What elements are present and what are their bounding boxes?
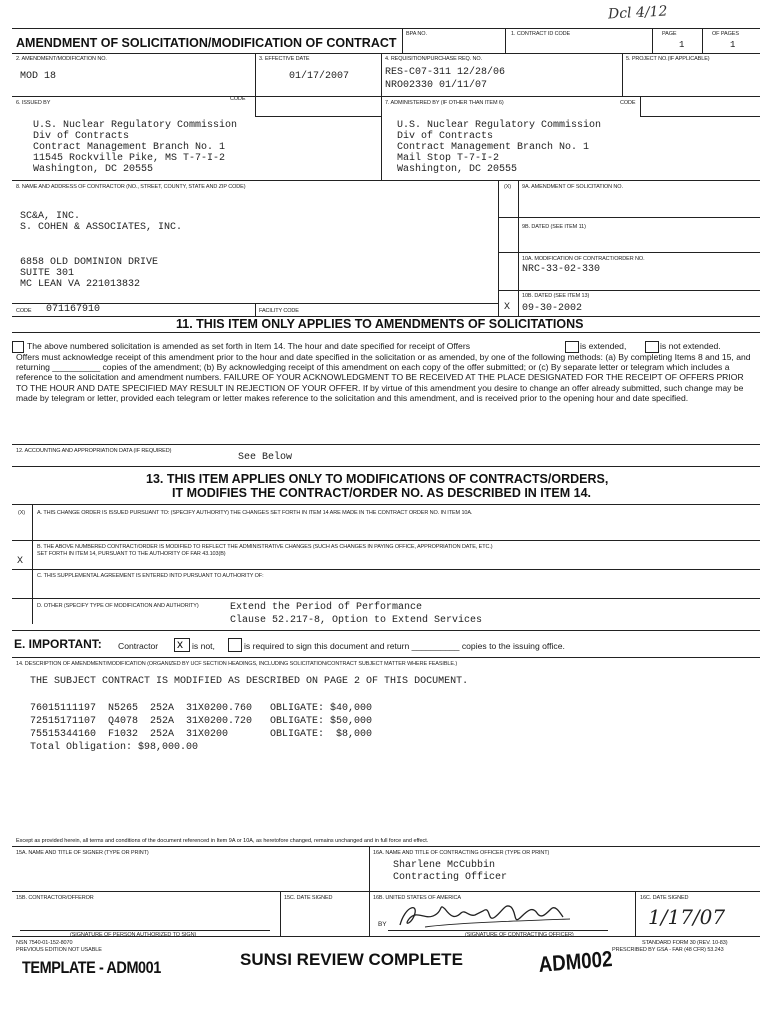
section-11-body: Offers must acknowledge receipt of this amendment prior to the hour and date specified in the solicitation or as amended, by one of the following methods: (a) By completing Items 8 and 15, and returning __________ copies of the amendment; (b) By acknowledging receipt of this amendment on each copy of the offer submitted; or (c) By separate letter or telegram which includes a reference to the solicitation and amendment numbers. FAILURE OF YOUR ACKNOWLEDGMENT TO BE RECEIVED AT THE PLACE DESIGNATED FOR THE RECEIPT OF OFFERS PRIOR TO THE HOUR AND DATE SPECIFIED MAY RESULT IN REJECTION OF YOUR OFFER. If by virtue of this amendment you desire to change an offer already submitted, such change may be made by telegram or letter, provided each telegram or letter makes reference to the solicitation and this amendment, and is received prior to the opening hour and date specified. (16, 352, 751, 403)
officer-name: Sharlene McCubbin (393, 860, 496, 871)
item-10a-value: NRC-33-02-330 (522, 264, 601, 275)
project-no-label: 5. PROJECT NO.(IF APPLICABLE) (626, 56, 710, 62)
item-12-label: 12. ACCOUNTING AND APPROPRIATION DATA (IF REQUIRED) (16, 448, 172, 454)
officer-date-label: 16C. DATE SIGNED (640, 895, 689, 901)
section-13-title-1: 13. THIS ITEM APPLIES ONLY TO MODIFICATIONS OF CONTRACTS/ORDERS, (146, 472, 609, 486)
item-12-value: See Below (238, 452, 293, 463)
officer-title: Contracting Officer (393, 872, 508, 883)
adm002-stamp: ADM002 (538, 945, 614, 977)
section-11-title: 11. THIS ITEM ONLY APPLIES TO AMENDMENTS OF SOLICITATIONS (176, 317, 584, 331)
issued-by-line-5: Washington, DC 20555 (33, 164, 154, 175)
section-13-b-text-1: B. THE ABOVE NUMBERED CONTRACT/ORDER IS MODIFIED TO REFLECT THE ADMINISTRATIVE CHANGES (SUCH AS CHANGES IN PAYING OFFICE, APPROPRIATION DATE, ETC.) (37, 544, 493, 550)
contractor-date-label: 15C. DATE SIGNED (284, 895, 333, 901)
contractor-offeror-label: 15B. CONTRACTOR/OFFEROR (16, 895, 94, 901)
section-13-title-2: IT MODIFIES THE CONTRACT/ORDER NO. AS DESCRIBED IN ITEM 14. (172, 486, 592, 500)
signer-label: 15A. NAME AND TITLE OF SIGNER (TYPE OR PRINT) (16, 850, 149, 856)
issued-by-label: 6. ISSUED BY (16, 100, 51, 106)
page-value: 1 (679, 40, 685, 50)
amendment-no-value: MOD 18 (20, 71, 57, 82)
administered-by-line-2: Div of Contracts (397, 131, 494, 142)
item-10b-mark: X (504, 302, 511, 313)
administered-by-line-3: Contract Management Branch No. 1 (397, 142, 590, 153)
item-14-line-2: 72515171107 Q4078 252A 31X0200.720 OBLIGATE: $50,000 (30, 716, 373, 727)
item-10b-value: 09-30-2002 (522, 303, 583, 314)
section-13-c-text: C. THIS SUPPLEMENTAL AGREEMENT IS ENTERED INTO PURSUANT TO AUTHORITY OF: (37, 573, 264, 579)
requisition-value-1: RES-C07-311 12/28/06 (385, 67, 506, 78)
is-not-extended-label: is not extended. (660, 341, 721, 351)
contractor-line-1: SC&A, INC. (20, 211, 81, 222)
contractor-line-5: MC LEAN VA 221013832 (20, 279, 141, 290)
by-label: BY (378, 921, 387, 928)
section-13-d-text: D. OTHER (SPECIFY TYPE OF MODIFICATION AND AUTHORITY) (37, 603, 199, 609)
contractor-label: 8. NAME AND ADDRESS OF CONTRACTOR (NO., STREET, COUNTY, STATE AND ZIP CODE) (16, 184, 246, 190)
handwritten-note: Dcl 4/12 (607, 3, 668, 23)
item-14-label: 14. DESCRIPTION OF AMENDMENT/MODIFICATION (ORGANIZED BY UCF SECTION HEADINGS, INCLUDING SOLICITATION/CONTRACT SUBJECT MATTER WHERE FEASIBLE.) (16, 661, 458, 667)
issued-by-line-1: U.S. Nuclear Regulatory Commission (33, 120, 238, 131)
issued-by-line-3: Contract Management Branch No. 1 (33, 142, 226, 153)
important-label: E. IMPORTANT: (14, 637, 102, 651)
section-11-line1: The above numbered solicitation is amended as set forth in Item 14. The hour and date specified for receipt of Offers (27, 341, 470, 351)
effective-date-value: 01/17/2007 (289, 71, 350, 82)
of-pages-value: 1 (730, 40, 736, 50)
administered-by-line-4: Mail Stop T-7-I-2 (397, 153, 500, 164)
administered-by-label: 7. ADMINISTERED BY (IF OTHER THAN ITEM 6) (385, 100, 504, 106)
item-9a-label: 9A. AMENDMENT OF SOLICITATION NO. (522, 184, 623, 190)
facility-code-label: FACILITY CODE (259, 308, 299, 314)
is-extended-label: is extended, (580, 341, 627, 351)
administered-by-line-1: U.S. Nuclear Regulatory Commission (397, 120, 602, 131)
item-14-lead: THE SUBJECT CONTRACT IS MODIFIED AS DESCRIBED ON PAGE 2 OF THIS DOCUMENT. (30, 676, 469, 687)
template-stamp: TEMPLATE - ADM001 (22, 958, 161, 977)
administered-code-label: CODE (620, 100, 636, 106)
issued-by-line-4: 11545 Rockville Pike, MS T-7-I-2 (33, 153, 226, 164)
item-14-line-3: 75515344160 F1032 252A 31X0200 OBLIGATE: $8,000 (30, 729, 373, 740)
except-text: Except as provided herein, all terms and conditions of the document referenced in Item 9A or 10A, as heretofore changed, remains unchanged and in full force and effect. (16, 838, 429, 844)
section-13-d-value-1: Extend the Period of Performance (230, 602, 423, 613)
bpa-label: BPA NO. (406, 31, 427, 37)
x-column-label: (X) (504, 184, 512, 190)
section-13-x-label: (X) (18, 510, 26, 516)
contractor-code-label: CODE (16, 308, 32, 314)
previous-edition-text: PREVIOUS EDITION NOT USABLE (16, 947, 102, 953)
requisition-label: 4. REQUISITION/PURCHASE REQ. NO. (385, 56, 483, 62)
prescribed-text: PRESCRIBED BY GSA - FAR (48 CFR) 53.243 (612, 947, 724, 953)
officer-signature-sub: (SIGNATURE OF CONTRACTING OFFICER) (465, 932, 574, 938)
issued-code-label: CODE (230, 96, 246, 102)
administered-by-line-5: Washington, DC 20555 (397, 164, 518, 175)
section-13-b-text-2: SET FORTH IN ITEM 14, PURSUANT TO THE AUTHORITY OF FAR 43.103(B) (37, 551, 226, 557)
standard-form-text: STANDARD FORM 30 (REV. 10-83) (642, 940, 728, 946)
requisition-value-2: NRO02330 01/11/07 (385, 80, 488, 91)
contractor-code-value: 071167910 (46, 304, 101, 315)
contractor-line-3: 6858 OLD DOMINION DRIVE (20, 257, 159, 268)
contracting-officer-label: 16A. NAME AND TITLE OF CONTRACTING OFFICER (TYPE OR PRINT) (373, 850, 550, 856)
important-is-not: is not, (192, 641, 215, 651)
contractor-line-2: S. COHEN & ASSOCIATES, INC. (20, 222, 183, 233)
page-label: PAGE (662, 31, 677, 37)
contract-id-label: 1. CONTRACT ID CODE (511, 31, 571, 37)
important-contractor: Contractor (118, 641, 159, 651)
usa-label: 16B. UNITED STATES OF AMERICA (373, 895, 461, 901)
section-13-a-text: A. THIS CHANGE ORDER IS ISSUED PURSUANT TO: (SPECIFY AUTHORITY) THE CHANGES SET FORTH IN ITEM 14 ARE MADE IN THE CONTRACT ORDER NO. IN ITEM 10A. (37, 510, 473, 516)
section-13-b-mark: X (17, 556, 24, 567)
important-required-text: is required to sign this document and return __________ copies to the issuing office. (244, 641, 565, 651)
item-14-total: Total Obligation: $98,000.00 (30, 742, 199, 753)
form-title: AMENDMENT OF SOLICITATION/MODIFICATION OF CONTRACT (16, 36, 397, 50)
nsn-text: NSN 7540-01-152-8070 (16, 940, 73, 946)
sunsi-review-stamp: SUNSI REVIEW COMPLETE (240, 950, 463, 969)
contractor-line-4: SUITE 301 (20, 268, 75, 279)
officer-signature-image (395, 897, 585, 933)
issued-by-line-2: Div of Contracts (33, 131, 130, 142)
item-14-line-1: 76015111197 N5265 252A 31X0200.760 OBLIGATE: $40,000 (30, 703, 373, 714)
section-13-d-value-2: Clause 52.217-8, Option to Extend Services (230, 615, 483, 626)
item-10a-label: 10A. MODIFICATION OF CONTRACT/ORDER NO. (522, 256, 645, 262)
of-pages-label: OF PAGES (712, 31, 739, 37)
officer-date-signed: 1/17/07 (648, 905, 726, 929)
contractor-signature-sub: (SIGNATURE OF PERSON AUTHORIZED TO SIGN) (70, 932, 197, 938)
is-not-required-mark: x (177, 637, 183, 651)
item-10b-label: 10B. DATED (SEE ITEM 13) (522, 293, 590, 299)
amendment-no-label: 2. AMENDMENT/MODIFICATION NO. (16, 56, 107, 62)
is-required-checkbox[interactable] (228, 638, 242, 652)
item-9b-label: 9B. DATED (SEE ITEM 11) (522, 224, 586, 230)
effective-date-label: 3. EFFECTIVE DATE (259, 56, 310, 62)
